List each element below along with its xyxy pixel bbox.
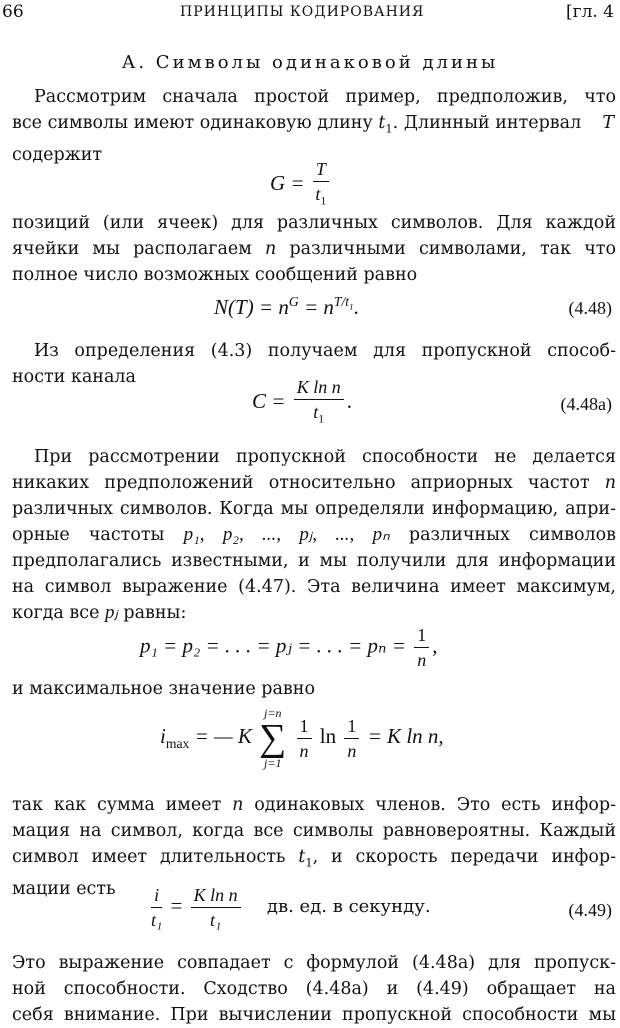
page-number: 66 [2, 2, 24, 22]
equation-448a: C = $\frac{\text{K ln n}}{t_1}$ . [252, 377, 352, 426]
equation-label-449: (4.49) [568, 900, 612, 920]
section-title: А. Символы одинаковой длины [121, 52, 499, 73]
equation-imax: $i_{max}$ = — K j=n ∑ j=1 $\frac{1}{n}$ ln $\frac{1}{n}$ = K ln n, [160, 706, 444, 770]
equation-448: $N(T) = n^G = n^{T/t_1}$. [214, 294, 359, 319]
paragraph-2: позиций (или ячеек) для различных символов. Для каждой ячейки мы располагаем n различными символами, так что полное число возможных сообщений равно [12, 213, 616, 285]
paragraph-3: Из определения (4.3) получаем для пропускной способ- ности канала [12, 341, 616, 387]
paragraph-6: так как сумма имеет n одинаковых членов. Это есть инфор- мация на символ, когда все символы равновероятны. Каждый символ имеет длительность $t_1$, и скорость передачи инфор- мации есть [12, 795, 617, 899]
equation-449: $\frac{i}{\text{t₁}}$ = $\frac{\text{K ln n}}{\text{t₁}}$ дв. ед. в секунду. [151, 885, 431, 930]
equation-equal-probabilities: p₁ = p₂ = . . . = pⱼ = . . . = pₙ = $\frac{1}{n}$ , [140, 625, 438, 670]
page-header [0, 2, 620, 26]
equation-g: G = $\frac{T}{t_1}$ [270, 158, 332, 213]
paragraph-1: Рассмотрим сначала простой пример, предположив, что все символы имеют одинаковую длину $t_1$. Длинный интервал T содержит [12, 87, 616, 165]
chapter-label: [гл. 4 [566, 2, 614, 22]
equation-label-448: (4.48) [568, 298, 612, 318]
equation-label-448a: (4.48a) [560, 394, 612, 414]
paragraph-5: и максимальное значение равно [12, 679, 315, 699]
running-title: ПРИНЦИПЫ КОДИРОВАНИЯ [180, 4, 425, 20]
paragraph-7: Это выражение совпадает с формулой (4.48а) для пропуск- ной способности. Сходство (4.48а) и (4.49) обращает на себя внимание. При вычислении пропускной способности мы [12, 953, 616, 1025]
paragraph-4: При рассмотрении пропускной способности не делается никаких предположений относительно априорных частот n различных символов. Когда мы определяли информацию, апри- орные частоты p₁, p₂, ..., pⱼ, ..., pₙ различных символов предполагались известными, и мы получили для информации на символ выражение (4.47). Эта величина имеет максимум, когда все pⱼ равны: [12, 447, 616, 623]
